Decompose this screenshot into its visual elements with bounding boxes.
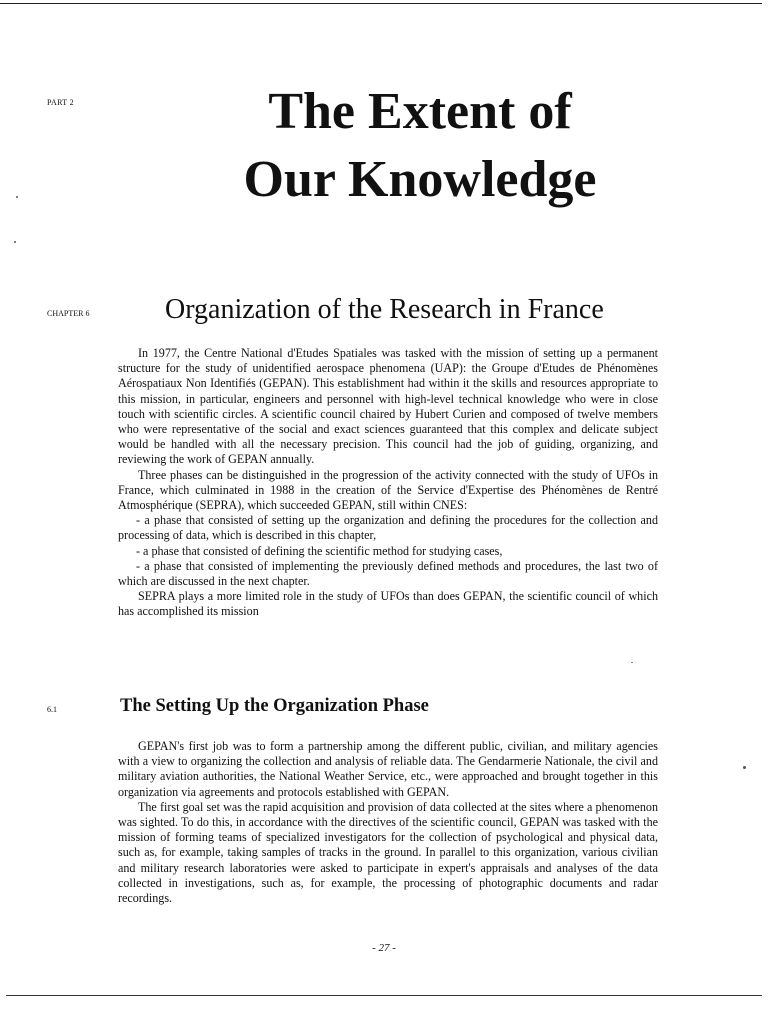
section-body (118, 739, 658, 906)
paragraph: SEPRA plays a more limited role in the study of UFOs than does GEPAN, the scientific council of which has accomplished its mission (118, 589, 658, 619)
paragraph: GEPAN's first job was to form a partnership among the different public, civilian, and military agencies with a view to organizing the collection and analysis of reliable data. The Gendarmerie Nationale, the civil and military aviation authorities, the National Weather Service, etc., were approached and brought together in this organization via agreements and protocols established with GEPAN. (118, 739, 658, 799)
title-line-2: Our Knowledge (243, 151, 597, 208)
scan-speck (743, 766, 746, 769)
scan-speck (14, 241, 16, 243)
title-line-1: The Extent of (268, 83, 572, 140)
scan-speck (631, 662, 633, 663)
scan-speck (16, 196, 18, 198)
list-item: - a phase that consisted of setting up the organization and defining the procedures for the collection and processing of data, which is described in this chapter, (118, 513, 658, 543)
page-title (150, 78, 690, 214)
section-title: The Setting Up the Organization Phase (120, 696, 429, 716)
part-label: PART 2 (47, 98, 74, 107)
chapter-body (118, 346, 658, 620)
top-scan-edge (0, 3, 762, 4)
section-number: 6.1 (47, 705, 57, 714)
paragraph: Three phases can be distinguished in the progression of the activity connected with the study of UFOs in France, which culminated in 1988 in the creation of the Service d'Expertise des Phénomènes de Rentré Atmosphérique (SEPRA), which succeeded GEPAN, still within CNES: (118, 467, 658, 513)
paragraph: The first goal set was the rapid acquisition and provision of data collected at the sites where a phenomenon was sighted. To do this, in accordance with the directives of the scientific council, GEPAN was tasked with the mission of forming teams of specialized investigators for the collection of psychological and physical data, such as, for example, taking samples of tracks in the ground. In parallel to this organization, various civilian and military research laboratories were asked to participate in expert's appraisals and analyses of the data collected in investigations, such as, for example, the processing of photographic documents and radar recordings. (118, 799, 658, 906)
page-number: - 27 - (372, 942, 396, 954)
list-item: - a phase that consisted of implementing the previously defined methods and procedures, the last two of which are discussed in the next chapter. (118, 558, 658, 589)
chapter-title: Organization of the Research in France (165, 294, 604, 325)
paragraph: In 1977, the Centre National d'Etudes Spatiales was tasked with the mission of setting up a permanent structure for the study of unidentified aerospace phenomena (UAP): the Groupe d'Etudes de Phénomènes Aérospatiaux Non Identifiés (GEPAN). This establishment had within it the skills and resources appropriate to this mission, in particular, engineers and personnel with high-level technical knowledge who were in close touch with scientific circles. A scientific council chaired by Hubert Curien and composed of twelve members who were representative of the social and exact sciences guaranteed that this complex and delicate subject would be handled with all the necessary precision. This council had the job of guiding, organizing, and reviewing the work of GEPAN annually. (118, 346, 658, 467)
bottom-scan-edge (6, 995, 762, 996)
list-item: - a phase that consisted of defining the scientific method for studying cases, (136, 543, 503, 558)
chapter-label: CHAPTER 6 (47, 309, 90, 318)
